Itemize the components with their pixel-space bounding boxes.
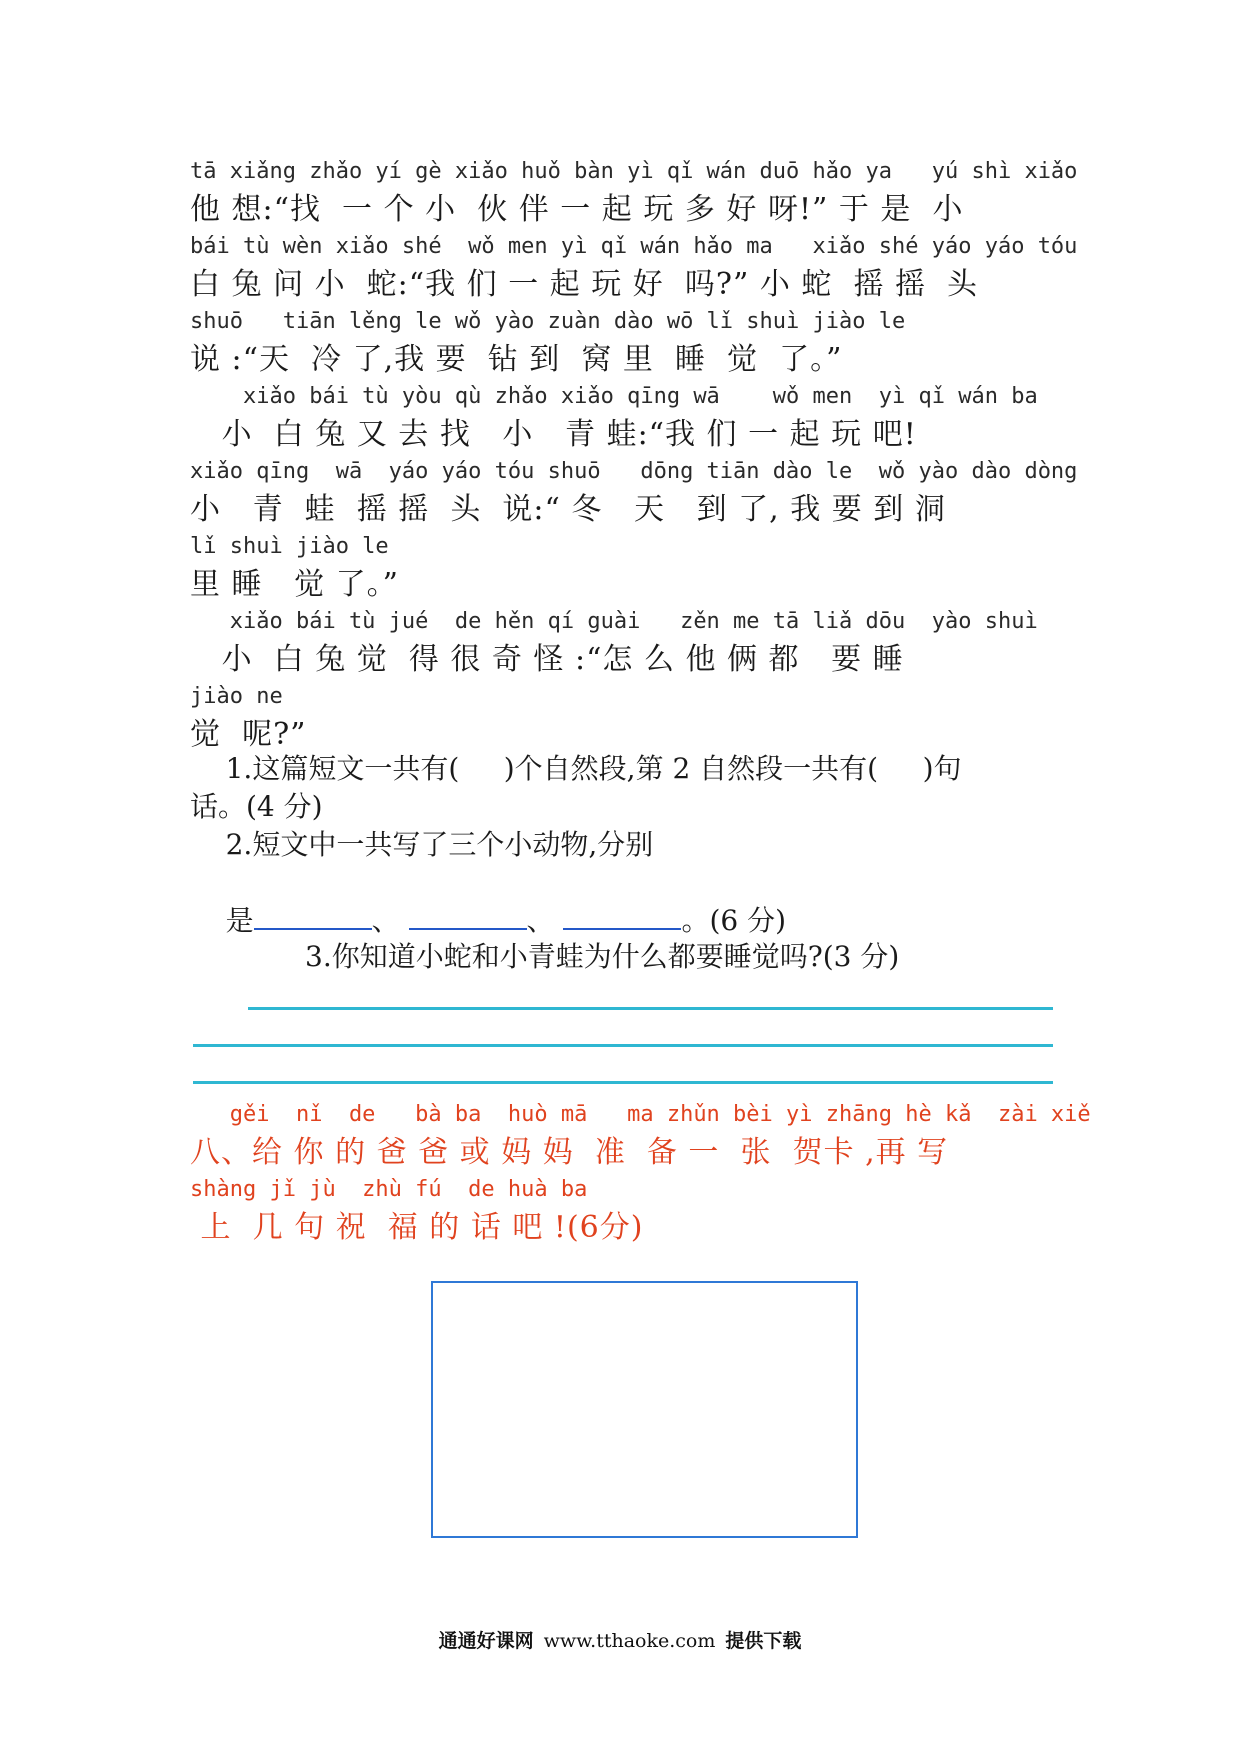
question-2-prefix: 是 bbox=[225, 904, 254, 937]
pinyin-line: jiào ne bbox=[190, 684, 283, 709]
pinyin-line: lǐ shuì jiào le bbox=[190, 534, 389, 559]
pinyin-line: xiǎo bái tù yòu qù zhǎo xiǎo qīng wā wǒ men yì qǐ wán ba bbox=[190, 384, 1038, 409]
question-3: 3.你知道小蛇和小青蛙为什么都要睡觉吗?(3 分) bbox=[305, 940, 900, 973]
section-8-pinyin-2: shàng jǐ jù zhù fú de huà ba bbox=[190, 1177, 588, 1202]
answer-line-2[interactable] bbox=[193, 1044, 1053, 1047]
section-8-title-line-2: 上 几 句 祝 福 的 话 吧 !(6分) bbox=[190, 1210, 644, 1245]
question-1-line-2: 话。(4 分) bbox=[190, 790, 323, 823]
passage-line: 觉 呢?” bbox=[190, 717, 307, 752]
separator: 、 bbox=[526, 904, 555, 937]
section-8-pinyin-1: gěi nǐ de bà ba huò mā ma zhǔn bèi yì zhāng hè kǎ zài xiě bbox=[190, 1102, 1091, 1127]
pinyin-line: xiǎo bái tù jué de hěn qí guài zěn me tā liǎ dōu yào shuì bbox=[190, 609, 1038, 634]
answer-blank-1[interactable] bbox=[254, 902, 372, 930]
passage-line: 里 睡 觉 了。” bbox=[190, 567, 400, 602]
footer-url[interactable]: www.tthaoke.com bbox=[543, 1630, 716, 1652]
passage-line: 小 青 蛙 摇 摇 头 说:“ 冬 天 到 了, 我 要 到 洞 bbox=[190, 492, 946, 527]
section-8-title-line-1: 八、给 你 的 爸 爸 或 妈 妈 准 备 一 张 贺卡 ,再 写 bbox=[190, 1135, 949, 1170]
pinyin-line: bái tù wèn xiǎo shé wǒ men yì qǐ wán hǎo ma xiǎo shé yáo yáo tóu bbox=[190, 234, 1078, 259]
answer-line-3[interactable] bbox=[193, 1081, 1053, 1084]
question-2-suffix: 。(6 分) bbox=[681, 904, 787, 937]
pinyin-line: tā xiǎng zhǎo yí gè xiǎo huǒ bàn yì qǐ wán duō hǎo ya yú shì xiǎo bbox=[190, 159, 1078, 184]
answer-blank-3[interactable] bbox=[563, 902, 681, 930]
question-1-line-1: 1.这篇短文一共有( )个自然段,第 2 自然段一共有( )句 bbox=[190, 752, 962, 785]
pinyin-line: xiǎo qīng wā yáo yáo tóu shuō dōng tiān dào le wǒ yào dào dòng bbox=[190, 459, 1078, 484]
passage-line: 白 兔 问 小 蛇:“我 们 一 起 玩 好 吗?” 小 蛇 摇 摇 头 bbox=[190, 267, 979, 302]
footer-note: 提供下载 bbox=[725, 1630, 802, 1652]
question-2-line-1: 2.短文中一共写了三个小动物,分别 bbox=[190, 828, 654, 861]
footer bbox=[0, 1626, 1240, 1653]
separator: 、 bbox=[371, 904, 400, 937]
footer-site-name: 通通好课网 bbox=[438, 1630, 534, 1652]
answer-line-1[interactable] bbox=[248, 1007, 1053, 1010]
passage-line: 他 想:“找 一 个 小 伙 伴 一 起 玩 多 好 呀!” 于 是 小 bbox=[190, 192, 964, 227]
passage-line: 说 :“天 冷 了,我 要 钻 到 窝 里 睡 觉 了。” bbox=[190, 342, 843, 377]
answer-blank-2[interactable] bbox=[409, 902, 527, 930]
pinyin-line: shuō tiān lěng le wǒ yào zuàn dào wō lǐ shuì jiào le bbox=[190, 309, 906, 334]
passage-line: 小 白 兔 觉 得 很 奇 怪 :“怎 么 他 俩 都 要 睡 bbox=[190, 642, 904, 677]
greeting-card-box[interactable] bbox=[431, 1281, 858, 1538]
passage-line: 小 白 兔 又 去 找 小 青 蛙:“我 们 一 起 玩 吧! bbox=[190, 417, 917, 452]
